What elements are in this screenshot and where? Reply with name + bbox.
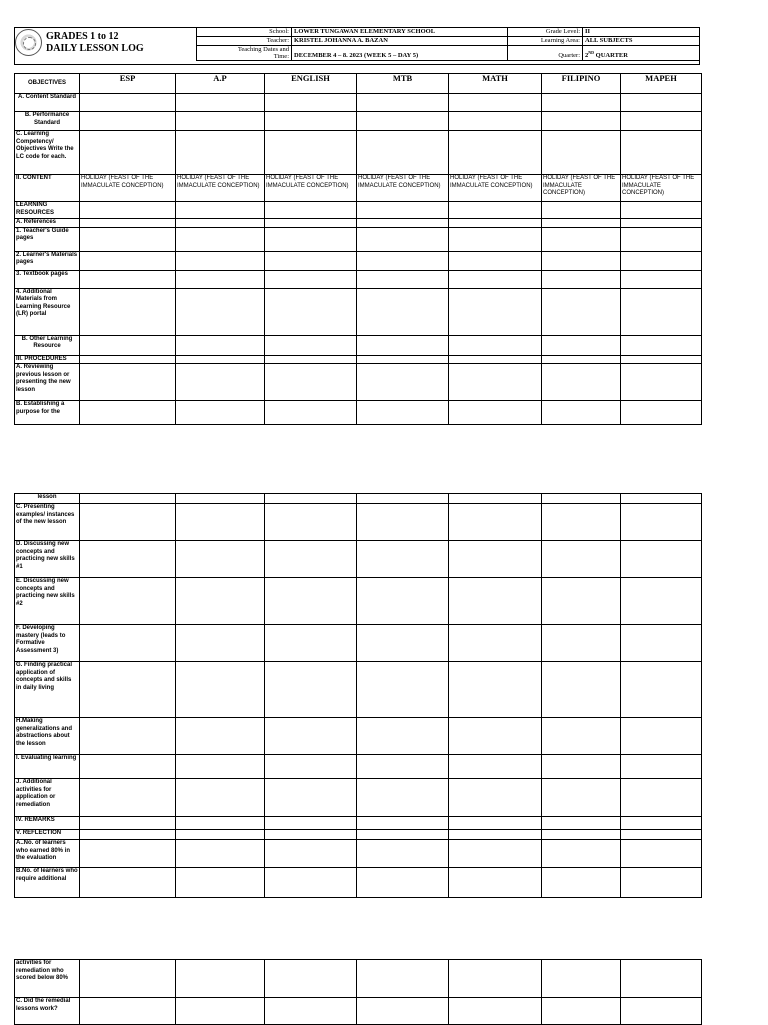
subject-cell[interactable] — [542, 840, 621, 868]
subject-cell[interactable] — [357, 202, 449, 219]
subject-cell[interactable] — [357, 494, 449, 504]
row-label: H.Making generalizations and abstractions about the lesson — [15, 718, 80, 755]
subject-cell[interactable] — [449, 662, 542, 718]
subject-cell[interactable] — [542, 270, 621, 288]
subject-cell[interactable] — [357, 94, 449, 112]
subject-header: ESP — [80, 74, 176, 94]
subject-cell[interactable] — [357, 662, 449, 718]
subject-cell[interactable] — [449, 830, 542, 840]
subject-cell[interactable] — [621, 779, 702, 817]
subject-cell[interactable] — [357, 335, 449, 355]
row-label: III. PROCEDURES — [15, 355, 80, 364]
subject-cell[interactable] — [176, 755, 265, 779]
subject-cell[interactable] — [80, 625, 176, 662]
subject-cell[interactable] — [621, 840, 702, 868]
table-row — [15, 494, 702, 504]
subject-cell[interactable] — [621, 755, 702, 779]
subject-cell[interactable] — [449, 335, 542, 355]
subject-cell[interactable] — [357, 960, 449, 998]
table-row — [15, 998, 702, 1025]
subject-header: MATH — [449, 74, 542, 94]
subject-cell[interactable] — [449, 202, 542, 219]
subject-cell[interactable] — [542, 662, 621, 718]
subject-cell[interactable] — [176, 779, 265, 817]
quarter-suffix: ND — [588, 49, 595, 55]
subject-cell[interactable] — [265, 288, 357, 335]
subject-cell[interactable] — [621, 504, 702, 541]
dates-label-line2: Time: — [273, 53, 289, 60]
subject-cell[interactable] — [357, 840, 449, 868]
subject-cell[interactable] — [80, 868, 176, 898]
subject-cell[interactable] — [265, 817, 357, 830]
subject-cell[interactable] — [542, 94, 621, 112]
subject-cell[interactable] — [449, 541, 542, 578]
subject-cell[interactable] — [449, 364, 542, 401]
subject-cell[interactable] — [80, 251, 176, 270]
subject-cell[interactable] — [621, 998, 702, 1025]
subject-cell[interactable] — [621, 625, 702, 662]
subject-header: MTB — [357, 74, 449, 94]
subject-cell[interactable] — [542, 830, 621, 840]
lesson-log-table-page-3 — [14, 959, 702, 1025]
row-label: OBJECTIVES — [15, 74, 80, 94]
subject-cell[interactable] — [449, 840, 542, 868]
subject-cell[interactable] — [265, 131, 357, 175]
subject-cell[interactable] — [80, 817, 176, 830]
subject-cell[interactable] — [449, 288, 542, 335]
subject-cell[interactable] — [449, 779, 542, 817]
row-label: B. Other Learning Resource — [15, 335, 80, 355]
subject-cell[interactable] — [265, 578, 357, 625]
subject-cell[interactable] — [80, 830, 176, 840]
subject-cell[interactable] — [449, 251, 542, 270]
subject-cell[interactable] — [542, 960, 621, 998]
subject-cell[interactable] — [449, 270, 542, 288]
subject-cell[interactable] — [176, 112, 265, 131]
subject-cell[interactable] — [449, 227, 542, 251]
table-row — [15, 817, 702, 830]
subject-header: MAPEH — [621, 74, 702, 94]
table-row — [15, 175, 702, 202]
subject-cell[interactable] — [542, 625, 621, 662]
table-row — [15, 202, 702, 219]
subject-cell[interactable] — [621, 219, 702, 228]
subject-cell[interactable] — [80, 998, 176, 1025]
subject-cell[interactable] — [265, 504, 357, 541]
subject-cell[interactable] — [176, 335, 265, 355]
subject-cell[interactable] — [176, 868, 265, 898]
subject-cell[interactable] — [449, 131, 542, 175]
subject-cell[interactable] — [80, 335, 176, 355]
row-label: 2. Learner's Materials pages — [15, 251, 80, 270]
subject-cell[interactable] — [80, 494, 176, 504]
subject-cell[interactable] — [449, 960, 542, 998]
subject-cell[interactable] — [265, 112, 357, 131]
table-row — [15, 840, 702, 868]
subject-cell[interactable] — [542, 251, 621, 270]
dates-label-line1: Teaching Dates and — [237, 46, 289, 53]
subject-header: FILIPINO — [542, 74, 621, 94]
subject-cell[interactable] — [621, 830, 702, 840]
subject-cell[interactable] — [357, 270, 449, 288]
subject-cell[interactable] — [265, 202, 357, 219]
subject-cell[interactable] — [357, 219, 449, 228]
subject-cell[interactable] — [357, 401, 449, 425]
subject-cell[interactable] — [621, 131, 702, 175]
school-value: LOWER TUNGAWAN ELEMENTARY SCHOOL — [292, 28, 508, 37]
subject-cell[interactable] — [265, 401, 357, 425]
subject-cell[interactable] — [265, 251, 357, 270]
subject-cell[interactable] — [542, 578, 621, 625]
subject-cell[interactable] — [176, 504, 265, 541]
subject-cell[interactable] — [357, 578, 449, 625]
title-block — [46, 31, 144, 55]
title-line-1: GRADES 1 to 12 — [46, 31, 119, 42]
subject-cell[interactable] — [80, 131, 176, 175]
subject-cell[interactable] — [80, 270, 176, 288]
subject-cell[interactable] — [265, 364, 357, 401]
grade-value: II — [583, 28, 700, 37]
row-label: B. Establishing a purpose for the — [15, 401, 80, 425]
subject-cell[interactable]: HOLIDAY (FEAST OF THE IMMACULATE CONCEPTION) — [176, 175, 265, 202]
quarter-word: QUARTER — [595, 52, 628, 59]
subject-cell[interactable] — [621, 960, 702, 998]
subject-cell[interactable] — [449, 868, 542, 898]
teacher-value: KRISTEL JOHANNA A. BAZAN — [292, 37, 508, 46]
subject-cell[interactable] — [80, 227, 176, 251]
subject-cell[interactable] — [176, 817, 265, 830]
lesson-log-table-page-2 — [14, 493, 702, 898]
deped-seal-logo — [15, 29, 42, 56]
table-row — [15, 219, 702, 228]
subject-cell[interactable] — [357, 817, 449, 830]
table-row — [15, 779, 702, 817]
subject-cell[interactable] — [621, 868, 702, 898]
subject-cell[interactable] — [265, 94, 357, 112]
row-label: A. References — [15, 219, 80, 228]
subject-cell[interactable] — [80, 960, 176, 998]
subject-cell[interactable] — [176, 494, 265, 504]
subject-cell[interactable] — [176, 625, 265, 662]
table-row — [15, 960, 702, 998]
subject-cell[interactable] — [80, 219, 176, 228]
teacher-label: Teacher: — [197, 37, 292, 46]
subject-cell[interactable] — [357, 830, 449, 840]
subject-cell[interactable] — [449, 94, 542, 112]
row-label: 3. Textbook pages — [15, 270, 80, 288]
subject-cell[interactable] — [357, 355, 449, 364]
row-label: IV. REMARKS — [15, 817, 80, 830]
table-row — [15, 755, 702, 779]
subject-cell[interactable] — [80, 840, 176, 868]
subject-cell[interactable] — [265, 998, 357, 1025]
subject-cell[interactable] — [357, 504, 449, 541]
subject-cell[interactable] — [621, 364, 702, 401]
quarter-value — [583, 46, 700, 61]
subject-cell[interactable] — [621, 817, 702, 830]
subject-cell[interactable] — [176, 840, 265, 868]
subject-cell[interactable] — [265, 755, 357, 779]
subject-cell[interactable] — [357, 251, 449, 270]
subject-cell[interactable] — [80, 364, 176, 401]
subject-cell[interactable] — [621, 270, 702, 288]
header-info-table — [196, 27, 700, 61]
subject-cell[interactable] — [265, 355, 357, 364]
subject-cell[interactable] — [449, 718, 542, 755]
subject-cell[interactable] — [449, 817, 542, 830]
subject-cell[interactable] — [80, 541, 176, 578]
subject-cell[interactable]: HOLIDAY (FEAST OF THE IMMACULATE CONCEPTION) — [542, 175, 621, 202]
table-row — [15, 335, 702, 355]
row-label: A. Reviewing previous lesson or presenting the new lesson — [15, 364, 80, 401]
subject-cell[interactable] — [449, 112, 542, 131]
row-label: C. Presenting examples/ instances of the new lesson — [15, 504, 80, 541]
subject-cell[interactable] — [265, 840, 357, 868]
row-label: I. Evaluating learning — [15, 755, 80, 779]
subject-cell[interactable] — [449, 401, 542, 425]
subject-cell[interactable] — [80, 94, 176, 112]
row-label: E. Discussing new concepts and practicing new skills #2 — [15, 578, 80, 625]
subject-cell[interactable] — [542, 288, 621, 335]
dates-value: DECEMBER 4 – 8. 2023 (WEEK 5 – DAY 5) — [292, 46, 508, 61]
subject-cell[interactable] — [449, 578, 542, 625]
row-label: B.No. of learners who require additional — [15, 868, 80, 898]
row-label: F. Developing mastery (leads to Formative Assessment 3) — [15, 625, 80, 662]
row-label: A. Content Standard — [15, 94, 80, 112]
subject-cell[interactable] — [542, 718, 621, 755]
subject-cell[interactable] — [449, 494, 542, 504]
subject-cell[interactable] — [621, 355, 702, 364]
row-label: J. Additional activities for application or remediation — [15, 779, 80, 817]
subject-cell[interactable] — [621, 578, 702, 625]
subject-cell[interactable] — [621, 202, 702, 219]
subject-cell[interactable] — [176, 227, 265, 251]
subject-cell[interactable] — [176, 662, 265, 718]
subject-cell[interactable] — [621, 401, 702, 425]
subject-cell[interactable] — [176, 94, 265, 112]
subject-cell[interactable] — [542, 335, 621, 355]
lesson-log-table-page-1 — [14, 73, 702, 425]
subject-cell[interactable] — [357, 625, 449, 662]
subject-cell[interactable] — [176, 401, 265, 425]
subject-cell[interactable] — [542, 998, 621, 1025]
subject-cell[interactable] — [176, 718, 265, 755]
subject-cell[interactable] — [176, 131, 265, 175]
row-label: lesson — [15, 494, 80, 504]
subject-cell[interactable]: HOLIDAY (FEAST OF THE IMMACULATE CONCEPTION) — [357, 175, 449, 202]
subject-cell[interactable] — [542, 112, 621, 131]
subject-cell[interactable] — [176, 578, 265, 625]
subject-cell[interactable] — [265, 227, 357, 251]
table-row — [15, 251, 702, 270]
subject-cell[interactable] — [357, 998, 449, 1025]
learning-area-label: Learning Area: — [508, 37, 583, 46]
subject-cell[interactable] — [621, 494, 702, 504]
subject-cell[interactable] — [176, 288, 265, 335]
subject-cell[interactable] — [80, 112, 176, 131]
subject-cell[interactable] — [80, 202, 176, 219]
subject-cell[interactable] — [80, 288, 176, 335]
table-row — [15, 830, 702, 840]
subject-cell[interactable] — [357, 227, 449, 251]
subject-cell[interactable] — [176, 541, 265, 578]
subject-cell[interactable] — [542, 355, 621, 364]
subject-cell[interactable] — [80, 755, 176, 779]
subject-cell[interactable] — [621, 662, 702, 718]
quarter-number: 2 — [585, 52, 589, 59]
subject-header: A.P — [176, 74, 265, 94]
subject-cell[interactable] — [357, 779, 449, 817]
subject-cell[interactable] — [265, 270, 357, 288]
table-row — [15, 868, 702, 898]
subject-cell[interactable] — [176, 960, 265, 998]
subject-cell[interactable] — [265, 779, 357, 817]
subject-cell[interactable] — [265, 335, 357, 355]
subject-cell[interactable]: HOLIDAY (FEAST OF THE IMMACULATE CONCEPTION) — [449, 175, 542, 202]
subject-cell[interactable]: HOLIDAY (FEAST OF THE IMMACULATE CONCEPTION) — [265, 175, 357, 202]
subject-cell[interactable] — [265, 219, 357, 228]
table-row — [15, 355, 702, 364]
subject-header: ENGLISH — [265, 74, 357, 94]
subject-cell[interactable] — [176, 270, 265, 288]
subject-cell[interactable] — [449, 504, 542, 541]
table-row — [15, 541, 702, 578]
school-label: School: — [197, 28, 292, 37]
subject-cell[interactable] — [621, 288, 702, 335]
subject-cell[interactable] — [542, 504, 621, 541]
subject-cell[interactable] — [176, 251, 265, 270]
subject-cell[interactable] — [542, 219, 621, 228]
subject-cell[interactable] — [621, 718, 702, 755]
table-row — [15, 578, 702, 625]
subject-cell[interactable] — [542, 779, 621, 817]
subject-cell[interactable] — [80, 718, 176, 755]
subject-cell[interactable] — [449, 755, 542, 779]
subject-cell[interactable] — [449, 625, 542, 662]
row-label: II. CONTENT — [15, 175, 80, 202]
subject-cell[interactable] — [176, 830, 265, 840]
subject-cell[interactable] — [265, 625, 357, 662]
subject-cell[interactable] — [357, 868, 449, 898]
title-line-2: DAILY LESSON LOG — [46, 43, 144, 54]
subject-cell[interactable] — [176, 998, 265, 1025]
subject-cell[interactable] — [80, 355, 176, 364]
subject-cell[interactable] — [265, 494, 357, 504]
subject-cell[interactable] — [542, 755, 621, 779]
row-label: LEARNING RESOURCES — [15, 202, 80, 219]
subject-cell[interactable] — [80, 504, 176, 541]
subject-cell[interactable] — [449, 355, 542, 364]
subject-cell[interactable] — [265, 718, 357, 755]
row-label: D. Discussing new concepts and practicing new skills #1 — [15, 541, 80, 578]
table-row — [15, 94, 702, 112]
subject-cell[interactable] — [542, 401, 621, 425]
subject-cell[interactable] — [357, 131, 449, 175]
subject-cell[interactable] — [542, 541, 621, 578]
subject-cell[interactable] — [176, 364, 265, 401]
table-row — [15, 718, 702, 755]
subject-cell[interactable] — [542, 494, 621, 504]
subject-cell[interactable] — [176, 355, 265, 364]
subject-cell[interactable] — [621, 112, 702, 131]
row-label: V. REFLECTION — [15, 830, 80, 840]
subject-cell[interactable] — [621, 335, 702, 355]
table-row — [15, 364, 702, 401]
subject-cell[interactable] — [357, 288, 449, 335]
subject-cell[interactable] — [542, 202, 621, 219]
row-label: 1. Teacher's Guide pages — [15, 227, 80, 251]
subject-cell[interactable] — [80, 401, 176, 425]
dates-label — [197, 46, 292, 61]
subject-cell[interactable]: HOLIDAY (FEAST OF THE IMMACULATE CONCEPTION) — [80, 175, 176, 202]
table-row — [15, 227, 702, 251]
grade-label: Grade Level: — [508, 28, 583, 37]
subject-cell[interactable] — [542, 817, 621, 830]
table-row — [15, 112, 702, 131]
subject-cell[interactable] — [176, 219, 265, 228]
subject-cell[interactable] — [357, 112, 449, 131]
subject-cell[interactable] — [265, 868, 357, 898]
subject-cell[interactable] — [176, 202, 265, 219]
subject-cell[interactable] — [621, 227, 702, 251]
subject-cell[interactable] — [80, 662, 176, 718]
subject-cell[interactable] — [542, 868, 621, 898]
subject-cell[interactable] — [542, 227, 621, 251]
subject-cell[interactable] — [449, 998, 542, 1025]
subject-cell[interactable] — [265, 541, 357, 578]
subject-cell[interactable] — [357, 718, 449, 755]
learning-area-value: ALL SUBJECTS — [583, 37, 700, 46]
table-row — [15, 662, 702, 718]
row-label: C. Learning Competency/ Objectives Write the LC code for each. — [15, 131, 80, 175]
subject-cell[interactable] — [265, 830, 357, 840]
row-label: G. Finding practical application of concepts and skills in daily living — [15, 662, 80, 718]
subject-cell[interactable] — [621, 94, 702, 112]
subject-cell[interactable] — [357, 755, 449, 779]
table-row — [15, 131, 702, 175]
subject-cell[interactable]: HOLIDAY (FEAST OF THE IMMACULATE CONCEPTION) — [621, 175, 702, 202]
table-row — [15, 504, 702, 541]
subject-cell[interactable] — [449, 219, 542, 228]
table-row — [15, 625, 702, 662]
subject-cell[interactable] — [357, 541, 449, 578]
subject-cell[interactable] — [80, 779, 176, 817]
subject-cell[interactable] — [357, 364, 449, 401]
subject-cell[interactable] — [265, 662, 357, 718]
row-label: A..No. of learners who earned 80% in the evaluation — [15, 840, 80, 868]
subject-cell[interactable] — [80, 578, 176, 625]
row-label: activities for remediation who scored below 80% — [15, 960, 80, 998]
row-label: 4. Additional Materials from Learning Resource (LR) portal — [15, 288, 80, 335]
subject-cell[interactable] — [621, 251, 702, 270]
subject-cell[interactable] — [621, 541, 702, 578]
row-label: B. Performance Standard — [15, 112, 80, 131]
quarter-label: Quarter: — [508, 46, 583, 61]
subject-cell[interactable] — [542, 364, 621, 401]
row-label: C. Did the remedial lessons work? — [15, 998, 80, 1025]
table-row — [15, 401, 702, 425]
subject-cell[interactable] — [265, 960, 357, 998]
table-row — [15, 74, 702, 94]
table-row — [15, 288, 702, 335]
subject-cell[interactable] — [542, 131, 621, 175]
table-row — [15, 270, 702, 288]
